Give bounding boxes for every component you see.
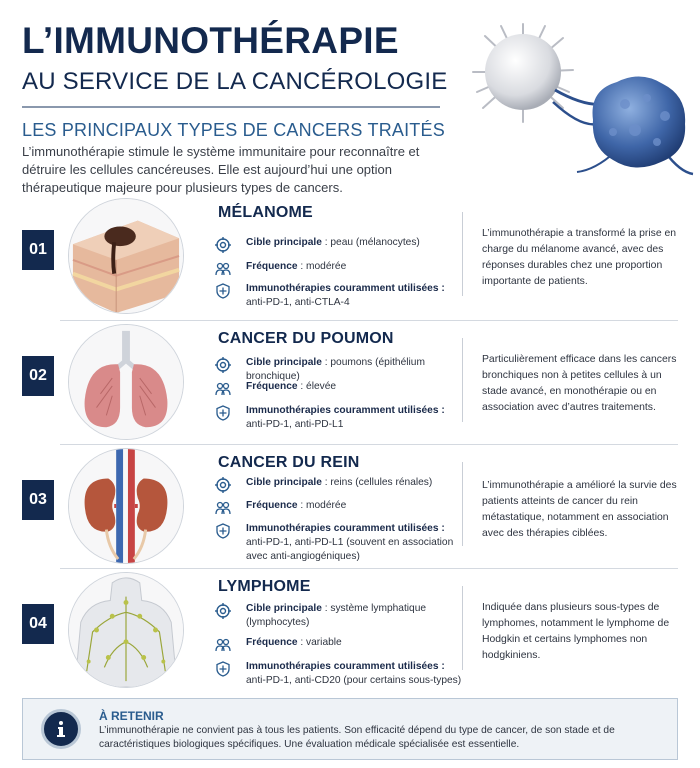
target-label: Cible principale [246,477,322,488]
therapies-value: anti-PD-1, anti-PD-L1 (souvent en association avec anti-angiogéniques) [246,537,454,562]
row-number-badge: 02 [22,356,54,396]
therapies-attribute [212,282,462,310]
shield-icon [212,282,234,310]
column-divider [462,586,463,670]
frequency-value: variable [306,637,342,648]
immune-cell-attack-illustration [465,12,695,182]
cancer-description: Particulièrement efficace dans les cancers bronchiques non à petites cellules à un stade avancé, en monothérapie ou en association avec d’autres traitements. [482,354,677,413]
frequency-attribute: Fréquence : modérée [212,260,462,277]
cancer-name: MÉLANOME [218,204,313,221]
target-icon [212,236,234,253]
people-icon [212,260,234,277]
row-number-badge: 03 [22,480,54,520]
therapies-value: anti-PD-1, anti-PD-L1 [246,419,344,430]
target-icon [212,602,234,630]
cancer-row-lymphome [22,572,678,696]
lungs-icon [68,324,184,440]
frequency-attribute: Fréquence : élevée [212,380,462,397]
row-divider [60,320,678,321]
shield-icon [212,522,234,564]
title-divider [22,106,440,108]
frequency-label: Fréquence [246,381,298,392]
therapies-label: Immunothérapies couramment utilisées : [246,661,445,672]
people-icon [212,380,234,397]
cancer-name: CANCER DU REIN [218,454,360,471]
key-takeaway-text: L’immunothérapie ne convient pas à tous les patients. Son efficacité dépend du type de cancer, de son stade et de caractéristiques biologiques spécifiques. Une évaluation médicale spécialisée est essentielle. [99,725,615,750]
target-value: peau (mélanocytes) [330,237,420,248]
target-label: Cible principale [246,237,322,248]
frequency-label: Fréquence [246,500,298,511]
page-subtitle: AU SERVICE DE LA CANCÉROLOGIE [22,68,448,95]
cancer-row-poumon [22,324,678,448]
therapies-attribute [212,522,462,564]
cancer-name: CANCER DU POUMON [218,330,394,347]
frequency-value: modérée [306,500,347,511]
cancer-row-rein [22,448,678,572]
row-divider [60,568,678,569]
therapies-attribute [212,660,462,688]
row-divider [60,444,678,445]
people-icon [212,636,234,653]
target-value: poumons (épithélium bronchique) [246,357,425,382]
frequency-label: Fréquence [246,261,298,272]
target-attribute: Cible principale : poumons (épithélium bronchique) [212,356,462,384]
cancer-description: Indiquée dans plusieurs sous-types de lymphomes, notamment le lymphome de Hodgkin et certains lymphomes non hodgkiniens. [482,602,670,661]
section-title: LES PRINCIPAUX TYPES DE CANCERS TRAITÉS [22,120,445,140]
key-takeaway-box [22,698,678,760]
target-attribute: Cible principale : reins (cellules rénales) [212,476,462,493]
info-icon [41,709,81,749]
therapies-label: Immunothérapies couramment utilisées : [246,405,445,416]
skin-melanoma-icon [68,198,184,314]
kidneys-icon [68,448,184,564]
frequency-label: Fréquence [246,637,298,648]
target-label: Cible principale [246,603,322,614]
cancer-description: L’immunothérapie a amélioré la survie des patients atteints de cancer du rein métastatique, notamment en association avec des thérapies ciblées. [482,480,677,539]
cancer-description: L’immunothérapie a transformé la prise en charge du mélanome avancé, avec des réponses durables chez une proportion importante de patients. [482,228,677,287]
frequency-value: élevée [306,381,337,392]
therapies-value: anti-PD-1, anti-CTLA-4 [246,297,350,308]
frequency-attribute: Fréquence : modérée [212,499,462,516]
therapies-value: anti-PD-1, anti-CD20 (pour certains sous-types) [246,675,462,686]
frequency-attribute: Fréquence : variable [212,636,462,653]
therapies-attribute [212,404,462,432]
row-number-badge: 01 [22,230,54,270]
cancer-row-melanome [22,198,678,322]
target-icon [212,476,234,493]
target-attribute: Cible principale : peau (mélanocytes) [212,236,462,253]
lymphatic-system-icon [68,572,184,688]
column-divider [462,462,463,546]
cancer-name: LYMPHOME [218,578,311,595]
frequency-value: modérée [306,261,347,272]
column-divider [462,212,463,296]
target-value: système lymphatique (lymphocytes) [246,603,427,628]
page-title: L’IMMUNOTHÉRAPIE [22,20,399,61]
intro-paragraph: L’immunothérapie stimule le système immunitaire pour reconnaître et détruire les cellules cancéreuses. Elle est aujourd’hui une option thérapeutique majeure pour plusieurs types de cancers. [22,144,420,195]
column-divider [462,338,463,422]
shield-icon [212,404,234,432]
target-label: Cible principale [246,357,322,368]
shield-icon [212,660,234,688]
row-number-badge: 04 [22,604,54,644]
target-value: reins (cellules rénales) [330,477,433,488]
key-takeaway-title: À RETENIR [99,709,164,723]
people-icon [212,499,234,516]
therapies-label: Immunothérapies couramment utilisées : [246,523,445,534]
therapies-label: Immunothérapies couramment utilisées : [246,283,445,294]
target-attribute: Cible principale : système lymphatique (lymphocytes) [212,602,462,630]
